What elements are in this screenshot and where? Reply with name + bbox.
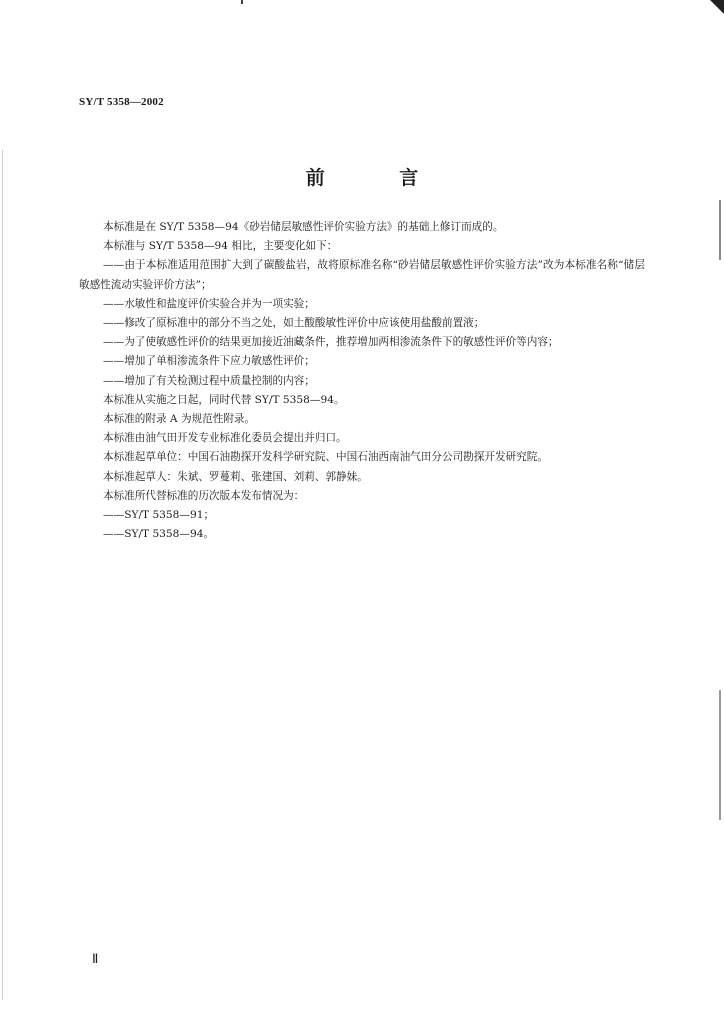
paragraph-replaces: 本标准从实施之日起，同时代替 SY/T 5358—94。 xyxy=(103,393,345,406)
paragraph-basis: 本标准是在 SY/T 5358—94《砂岩储层敏感性评价实验方法》的基础上修订而成的。 xyxy=(103,221,504,233)
paragraph-drafters: 本标准起草人：朱斌、罗蔓莉、张建国、刘莉、郭静妹。 xyxy=(103,470,368,483)
paragraph-change-fix: ——修改了原标准中的部分不当之处，如土酸酸敏性评价中应该使用盐酸前置液； xyxy=(103,317,485,330)
paragraph-change-quality: ——增加了有关检测过程中质量控制的内容； xyxy=(103,374,315,387)
paragraph-change-scope: ——由于本标准适用范围扩大到了碳酸盐岩，故将原标准名称“砂岩储层敏感性评价实验方法”改为本标准名称“储层敏感性流动实验评价方法”； xyxy=(79,259,645,291)
scan-edge-right-upper xyxy=(719,200,721,260)
paragraph-change-stress: ——增加了单相渗流条件下应力敏感性评价； xyxy=(103,355,315,368)
paragraph-history-91: ——SY/T 5358—91； xyxy=(103,509,215,522)
paragraph-changes-intro: 本标准与 SY/T 5358—94 相比，主要变化如下： xyxy=(103,240,338,253)
scan-edge-right-lower xyxy=(719,690,721,820)
scan-edge-left xyxy=(2,150,3,1000)
paragraph-history-94: ——SY/T 5358—94。 xyxy=(103,528,215,541)
paragraph-change-two-phase: ——为了使敏感性评价的结果更加接近油藏条件，推荐增加两相渗流条件下的敏感性评价等内容； xyxy=(103,336,559,349)
paragraph-proposer: 本标准由油气田开发专业标准化委员会提出并归口。 xyxy=(103,432,347,445)
paragraph-history-intro: 本标准所代替标准的历次版本发布情况为： xyxy=(103,489,305,502)
page-number: Ⅱ xyxy=(92,951,99,966)
page-title: 前 言 xyxy=(305,167,453,189)
standard-code-header: SY/T 5358—2002 xyxy=(79,96,164,108)
paragraph-change-merge: ——水敏性和盐度评价实验合并为一项实验； xyxy=(103,297,315,310)
top-scan-dot xyxy=(241,0,243,4)
paragraph-drafting-units: 本标准起草单位：中国石油勘探开发科学研究院、中国石油西南油气田分公司勘探开发研究院。 xyxy=(103,451,548,464)
paragraph-annex: 本标准的附录 A 为规范性附录。 xyxy=(103,413,256,426)
foreword-body xyxy=(79,218,645,544)
corner-mark-icon xyxy=(710,0,724,14)
